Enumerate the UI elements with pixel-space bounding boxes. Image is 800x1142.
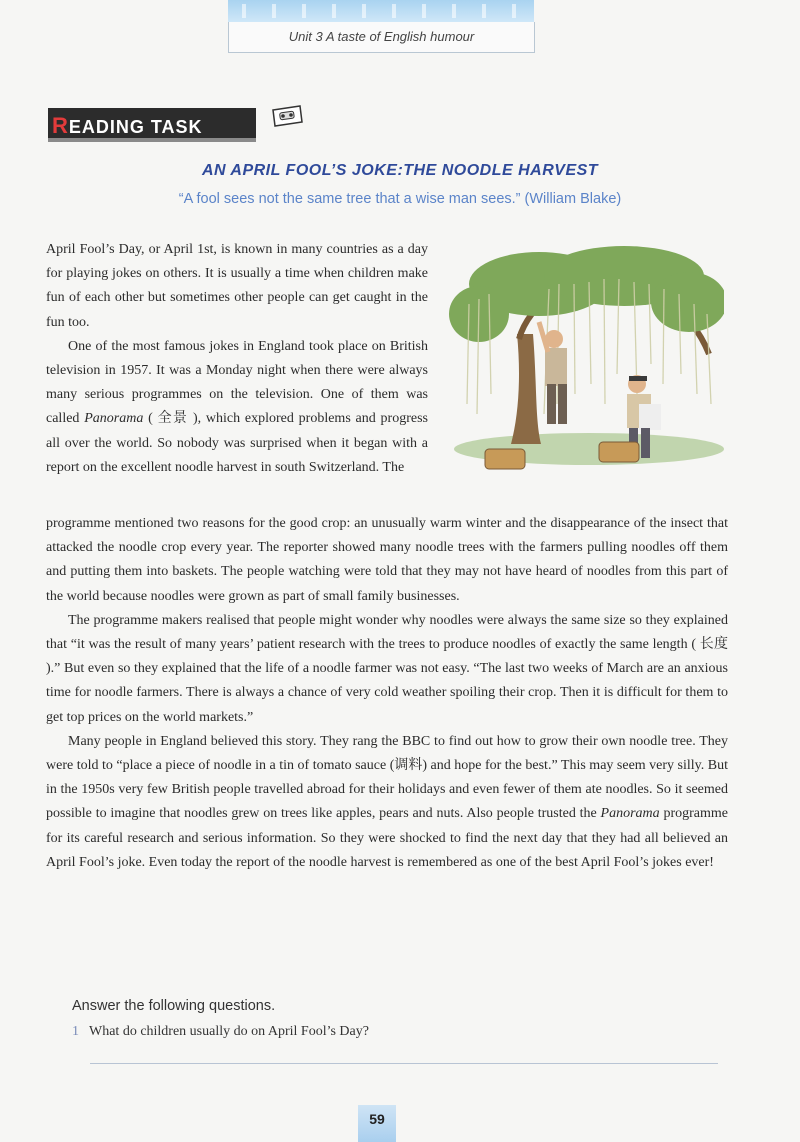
question-1 [72,1024,369,1040]
paragraph-3: The programme makers realised that people might wonder why noodles were always the same size so they explained that “it was the result of many years’ patient research with the trees to produce noodles of exactly the same length ( 长度 ).” But even so they explained that the life of a noodle farmer was not easy. “The last two weeks of March are an anxious time for noodle farmers. There is always a chance of very cold weather spoiling their crop. Then it is difficult for them to get top prices on the world markets.” [46,612,728,725]
paragraph-2-continued: programme mentioned two reasons for the good crop: an unusually warm winter and the disappearance of the insect that attacked the noodle crop every year. The reporter showed many noodle trees with the farmers pulling noodles off them and putting them into baskets. The people watching were told that they may not have heard of noodles from this part of the world because noodles were grown as part of small family businesses. [46,516,728,604]
question-text: What do children usually do on April Fool’s Day? [89,1024,369,1039]
section-banner [48,108,256,142]
question-number: 1 [72,1024,79,1039]
questions-heading: Answer the following questions. [72,998,276,1014]
article-quote: “A fool sees not the same tree that a wise man sees.” (William Blake) [178,191,622,207]
article-body-intro [46,238,428,480]
page-number: 59 [369,1111,385,1127]
article-body-main [46,512,728,875]
article-title: AN APRIL FOOL’S JOKE:THE NOODLE HARVEST [201,162,599,179]
unit-title: Unit 3 A taste of English humour [288,29,475,44]
answer-line [90,1063,718,1064]
paragraph-2: One of the most famous jokes in England took place on British television in 1957. It was a Monday night when there were always many serious programmes on the television. One of them was called Panorama ( 全景 ), which explored problems and progress all over the world. So nobody was surprised when it began with a report on the excellent noodle harvest in south Switzerland. The [46,338,428,475]
cassette-tape-icon [270,104,304,128]
paragraph-4: Many people in England believed this story. They rang the BBC to find out how to grow their own noodle tree. They were told to “place a piece of noodle in a tin of tomato sauce (调料) and hope for the best.” This may seem very silly. But in the 1950s very few British people travelled abroad for their holidays and even fewer of them ate noodles. So it seemed possible to imagine that noodles grew on trees like apples, pears and nuts. Also people trusted the Panorama programme for its careful research and serious information. So they were shocked to find the next day that they had all believed an April Fool’s joke. Even today the report of the noodle harvest is remembered as one of the best April Fool’s jokes ever! [46,733,729,870]
paragraph-1: April Fool’s Day, or April 1st, is known in many countries as a day for playing jokes on others. It is usually a time when children make fun of each other but sometimes other people can get caught in the fun too. [46,242,428,330]
header-banner [228,0,534,22]
page-number-box [358,1105,396,1142]
noodle-tree-illustration [449,244,724,476]
section-label: READING TASK [52,113,203,138]
unit-header-box [228,22,535,53]
